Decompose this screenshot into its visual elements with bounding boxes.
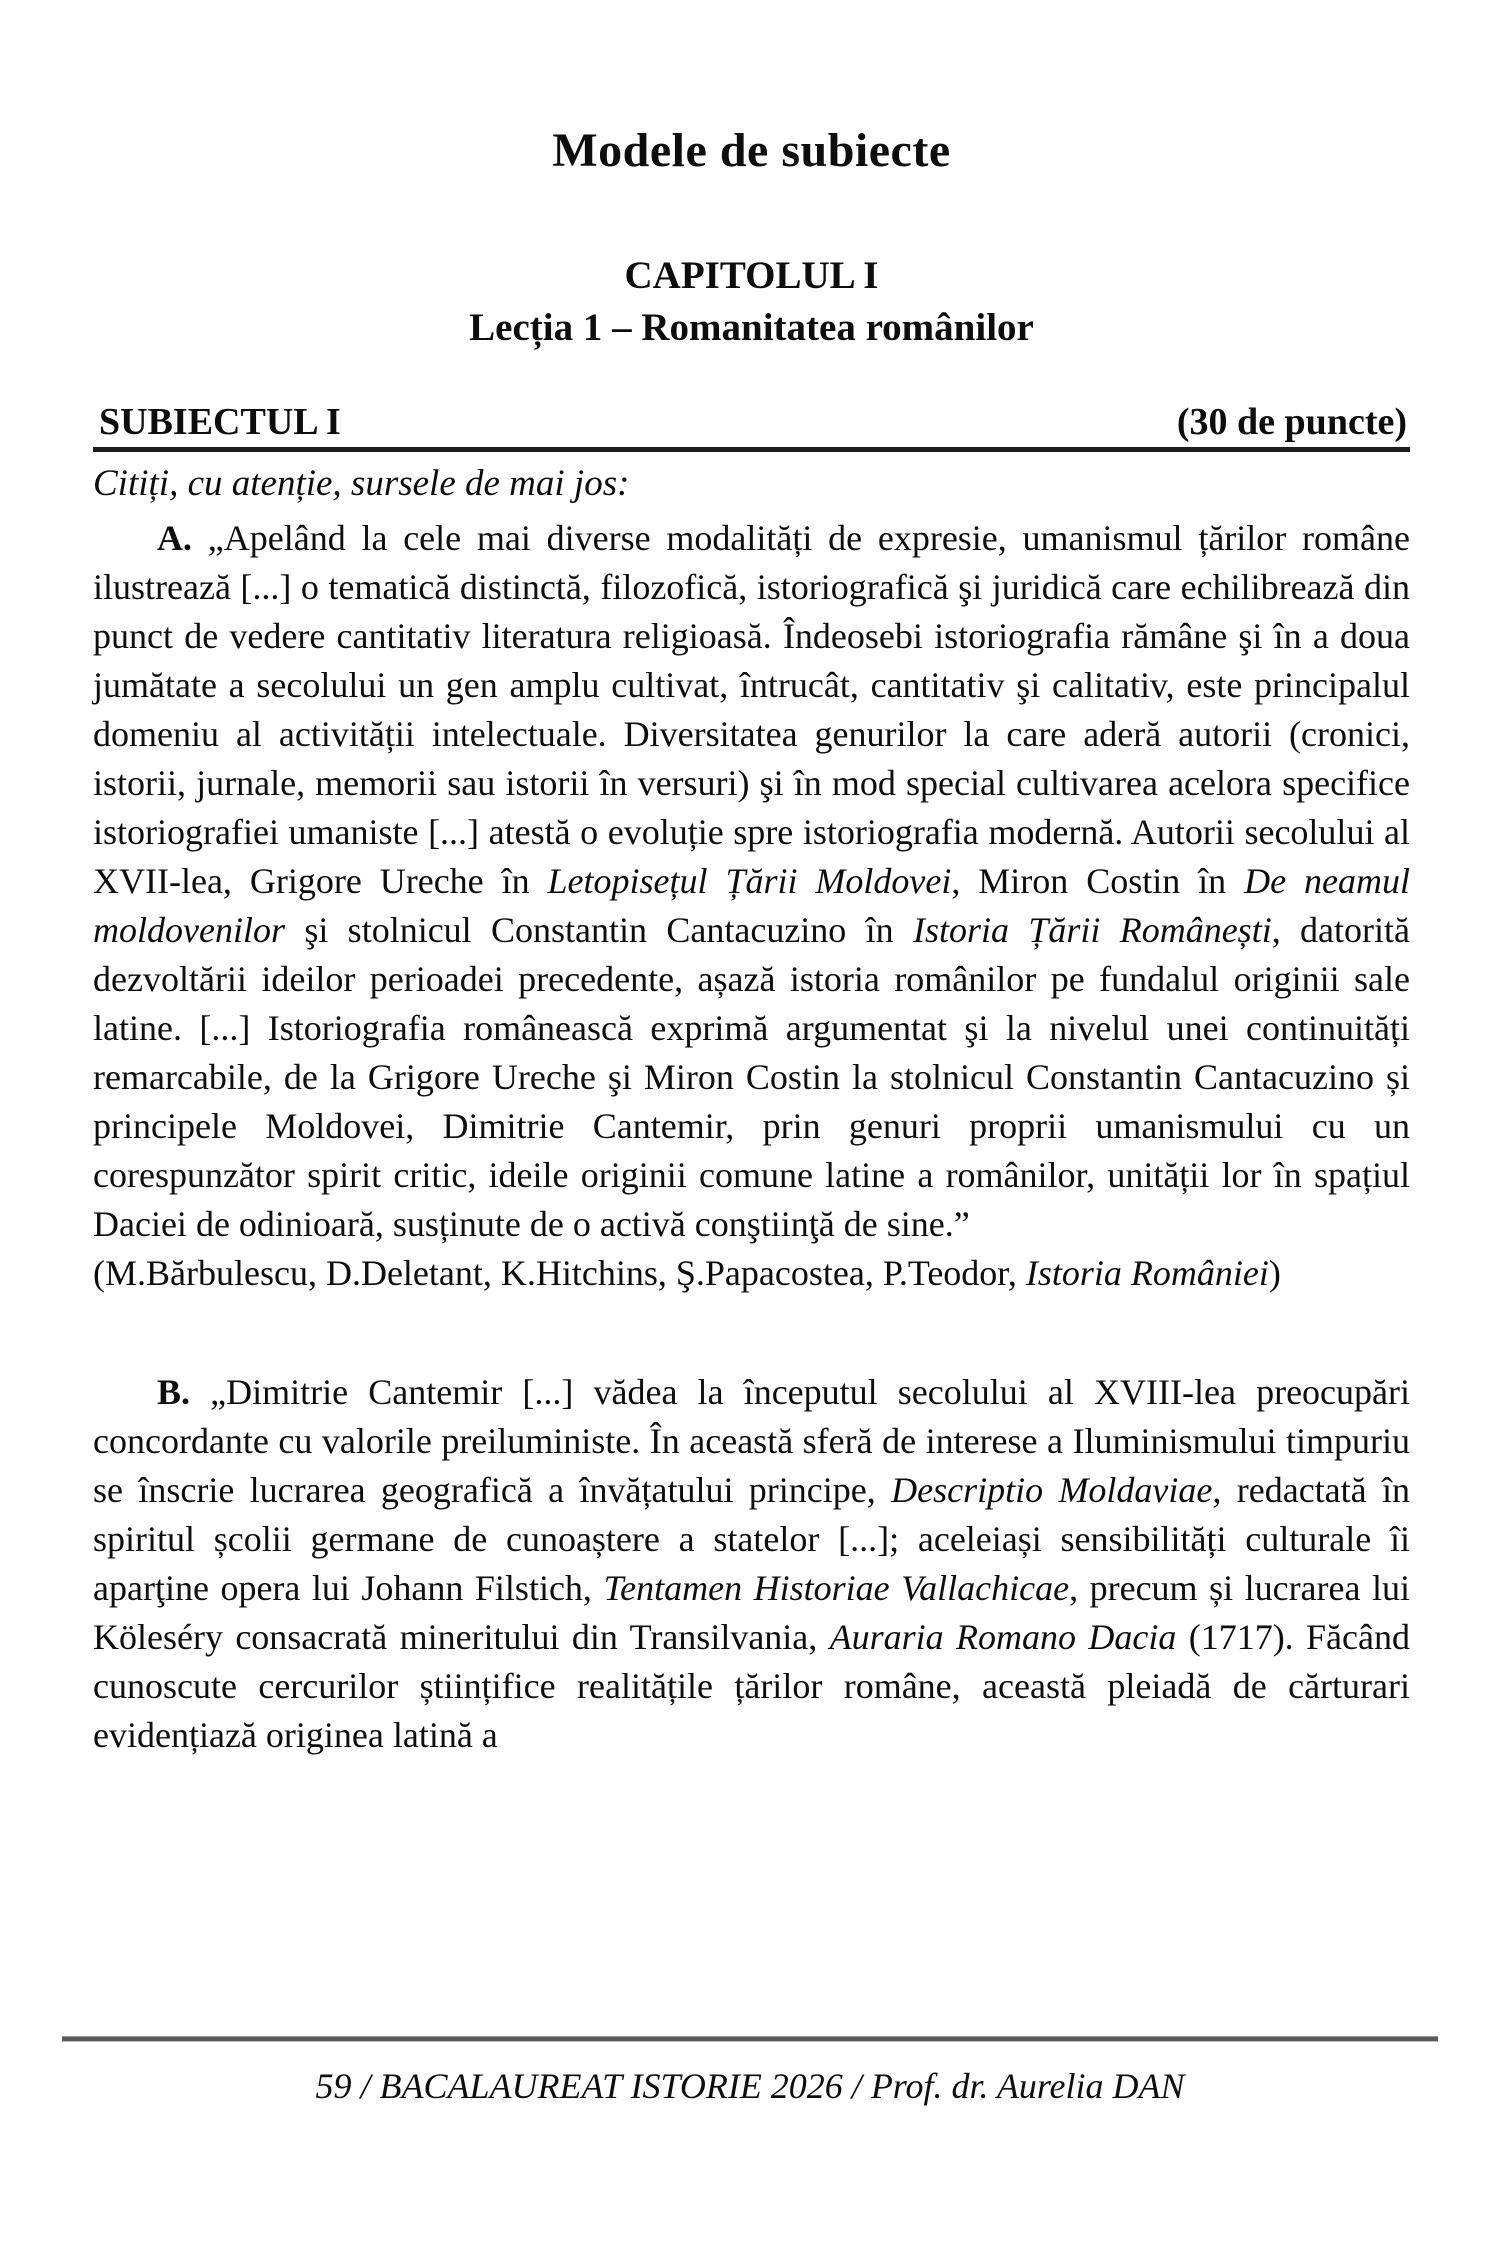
footer-text: 59 / BACALAUREAT ISTORIE 2026 / Prof. dr. Aurelia DAN [315,2066,1185,2106]
text-segment: B. [157,1372,191,1412]
text-segment: , datorită dezvoltării ideilor perioadei precedente, așază istoria românilor pe fundalul originii sale latine. [...] Istoriografia românească exprimă argumentat şi la nivelul unei continuități remarcabile, de la Grigore Ureche şi Miron Costin la stolnicul Constantin Cantacuzino și principele Moldovei, Dimitrie Cantemir, prin genuri proprii umanismului cu un corespunzător spirit critic, ideile originii comune latine a românilor, unității lor în spațiul Daciei de odinioară, susținute de o activă conştiinţă de sine.” [93,910,1410,1244]
points-label: (30 de puncte) [1176,401,1407,443]
text-segment: De neamul moldovenilor [93,861,1410,950]
text-segment: ) [1268,1253,1281,1293]
footer-divider [62,2036,1438,2042]
chapter-heading: CAPITOLUL I [624,254,879,297]
subject-label: SUBIECTUL I [99,401,341,443]
lesson-heading: Lecția 1 – Romanitatea românilor [469,306,1034,349]
text-segment: Istoria Țării Românești [912,910,1272,950]
text-segment: „Apelând la cele mai diverse modalități de expresie, umanismul țărilor române ilustrează [...] o tematică distinctă, filozofică, istoriografică şi juridică care echilibrează din punct de vedere cantitativ literatura religioasă. Îndeosebi istoriografia rămâne şi în a doua jumătate a secolului un gen amplu cultivat, întrucât, cantitativ şi calitativ, este principalul domeniu al activității intelectuale. Diversitatea genurilor la care aderă autorii (cronici, istorii, jurnale, memorii sau istorii în versuri) şi în mod special cultivarea acelora specifice istoriografiei umaniste [...] atestă o evoluție spre istoriografia modernă. Autorii secolului al XVII-lea, Grigore Ureche în [93,518,1410,901]
text-segment: , redactată în spiritul școlii germane de cunoaștere a statelor [...]; aceleiași sensibilități culturale îi aparţine opera lui Johann Filstich, [93,1470,1410,1608]
text-segment: (1717). Făcând cunoscute cercurilor științifice realitățile țărilor române, această pleiadă de cărturari evidențiază originea latină a [93,1617,1410,1755]
text-segment: Istoria României [1025,1253,1269,1293]
text-segment: şi stolnicul Constantin Cantacuzino în [284,910,913,950]
source-a-paragraph [93,514,1410,1249]
instruction-text: Citiți, cu atenție, sursele de mai jos: [93,463,630,504]
text-segment: , precum și lucrarea lui Köleséry consacrată mineritului din Transilvania, [93,1568,1410,1657]
page-footer [62,2036,1438,2108]
text-segment: (M.Bărbulescu, D.Deletant, K.Hitchins, Ş.Papacostea, P.Teodor, [93,1253,1026,1293]
source-a-attribution [93,1249,1410,1298]
text-segment: Auraria Romano Dacia [829,1617,1177,1657]
text-segment: Descriptio Moldaviae [891,1470,1213,1510]
text-segment: „Dimitrie Cantemir [...] vădea la începutul secolului al XVIII-lea preocupări concordante cu valorile preiluministe. În această sferă de interese a Iluminismului timpuriu se înscrie lucrarea geografică a învățatului principe, [93,1372,1410,1510]
text-segment: A. [157,518,192,558]
text-segment: Tentamen Historiae Vallachicae [603,1568,1070,1608]
document-title: Modele de subiecte [552,124,951,177]
text-segment: Letopisețul Țării Moldovei [547,861,952,901]
source-b-paragraph [93,1368,1410,1760]
subject-header [93,400,1410,452]
text-segment: , Miron Costin în [951,861,1245,901]
